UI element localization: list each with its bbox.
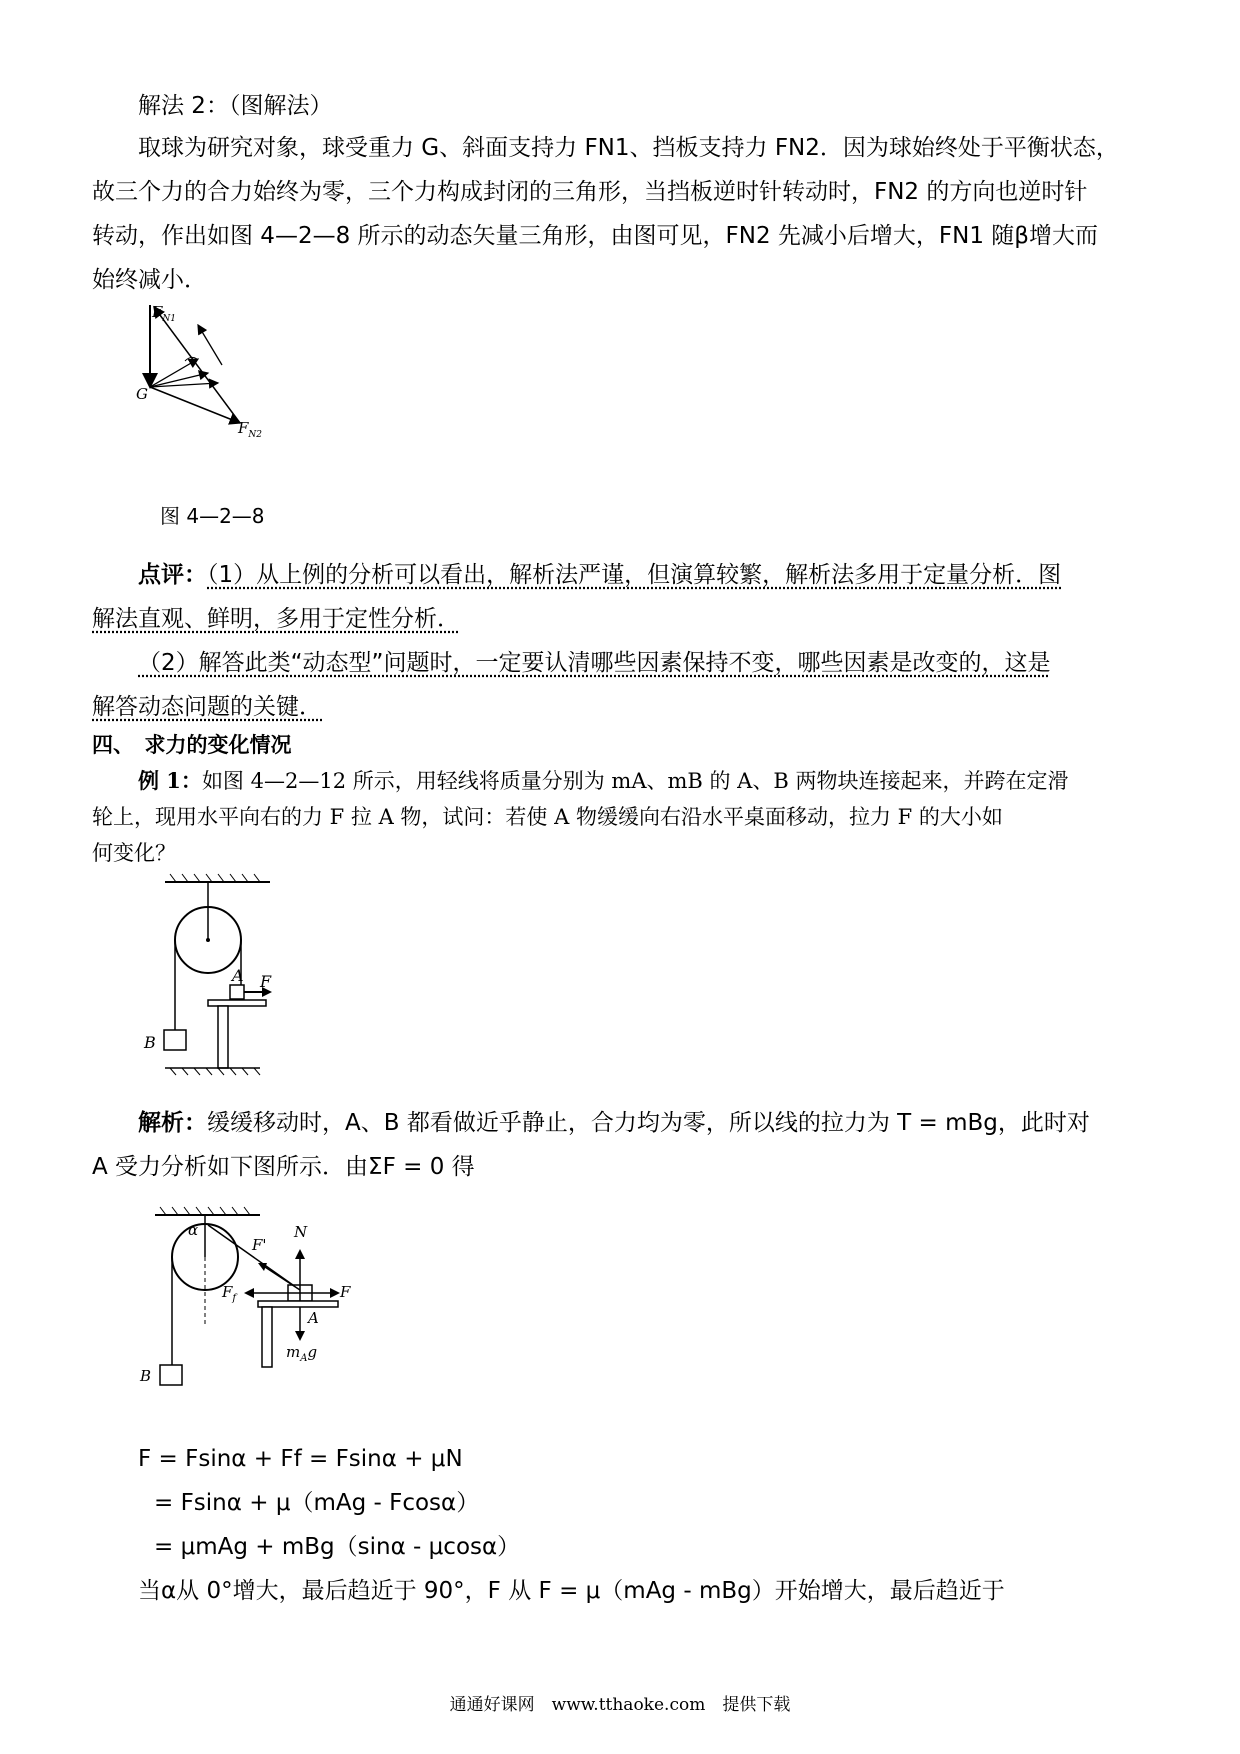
vector-triangle-figure xyxy=(136,303,300,455)
example-line: 例 1：如图 4—2—12 所示，用轻线将质量分别为 mA、mB 的 A、B 两物块连接起来，并跨在定滑 xyxy=(138,768,1069,793)
force-analysis-figure xyxy=(130,1205,410,1415)
analysis-line: A 受力分析如下图所示．由ΣF = 0 得 xyxy=(92,1154,475,1180)
equation-line: = μmAg + mBg（sinα - μcosα） xyxy=(154,1534,521,1560)
paragraph-line: 转动，作出如图 4—2—8 所示的动态矢量三角形，由图可见，FN2 先减小后增大，FN1 随β增大而 xyxy=(92,223,1098,249)
block-a xyxy=(230,985,244,999)
comment-line: 解答动态问题的关键． xyxy=(92,694,322,720)
comment-line: 解法直观、鲜明，多用于定性分析． xyxy=(92,606,460,632)
fig-label-g: G xyxy=(136,385,148,403)
fig-label-b: B xyxy=(144,1033,156,1052)
equation-line: F = Fsinα + Ff = Fsinα + μN xyxy=(138,1446,463,1472)
method-title: 解法 2：（图解法） xyxy=(138,93,333,119)
fig-label-ff: $F_f$ xyxy=(222,1283,237,1304)
paragraph-line: 取球为研究对象，球受重力 G、斜面支持力 FN1、挡板支持力 FN2．因为球始终处于平衡状态， xyxy=(138,135,1119,161)
fig-label-a: A xyxy=(308,1309,319,1327)
pulley-figure xyxy=(144,870,310,1085)
example-line: 何变化？ xyxy=(92,841,176,865)
comment-line: （2）解答此类“动态型”问题时，一定要认清哪些因素保持不变，哪些因素是改变的，这是 xyxy=(138,650,1051,676)
example-line: 轮上，现用水平向右的力 F 拉 A 物，试问：若使 A 物缓缓向右沿水平桌面移动，拉力 F 的大小如 xyxy=(92,805,1003,829)
fig-label-b: B xyxy=(140,1367,152,1385)
fig-label-n: N xyxy=(294,1223,308,1241)
footer: 通通好课网 www.tthaoke.com 提供下载 xyxy=(449,1695,791,1715)
fig-label-fn1: $F_{N1}$ xyxy=(152,303,177,324)
fig-label-f: F xyxy=(260,972,272,991)
block-b xyxy=(164,1030,186,1050)
section-heading: 四、 求力的变化情况 xyxy=(92,733,292,757)
fig-label-fprime: F' xyxy=(252,1236,267,1254)
equation-line: = Fsinα + μ（mAg - Fcosα） xyxy=(154,1490,480,1516)
fig-label-f: F xyxy=(340,1283,351,1301)
fig-label-fn2: $F_{N2}$ xyxy=(238,419,263,440)
fig-label-a: A xyxy=(232,966,244,985)
equation-line: 当α从 0°增大，最后趋近于 90°，F 从 F = μ（mAg - mBg）开始增大，最后趋近于 xyxy=(138,1578,1005,1604)
fig-label-alpha: α xyxy=(188,1221,199,1239)
analysis-line: 解析：缓缓移动时，A、B 都看做近乎静止，合力均为零，所以线的拉力为 T = mBg，此时对 xyxy=(138,1110,1090,1136)
table-top xyxy=(208,1000,266,1006)
fig-label-mag: $m_Ag$ xyxy=(286,1343,318,1364)
table-leg xyxy=(218,1006,228,1068)
paragraph-line: 故三个力的合力始终为零，三个力构成封闭的三角形，当挡板逆时针转动时，FN2 的方向也逆时针 xyxy=(92,179,1088,205)
paragraph-line: 始终减小． xyxy=(92,267,207,293)
comment-line: 点评：（1）从上例的分析可以看出，解析法严谨，但演算较繁，解析法多用于定量分析．图 xyxy=(138,562,1062,588)
figure-caption: 图 4—2—8 xyxy=(160,504,265,528)
